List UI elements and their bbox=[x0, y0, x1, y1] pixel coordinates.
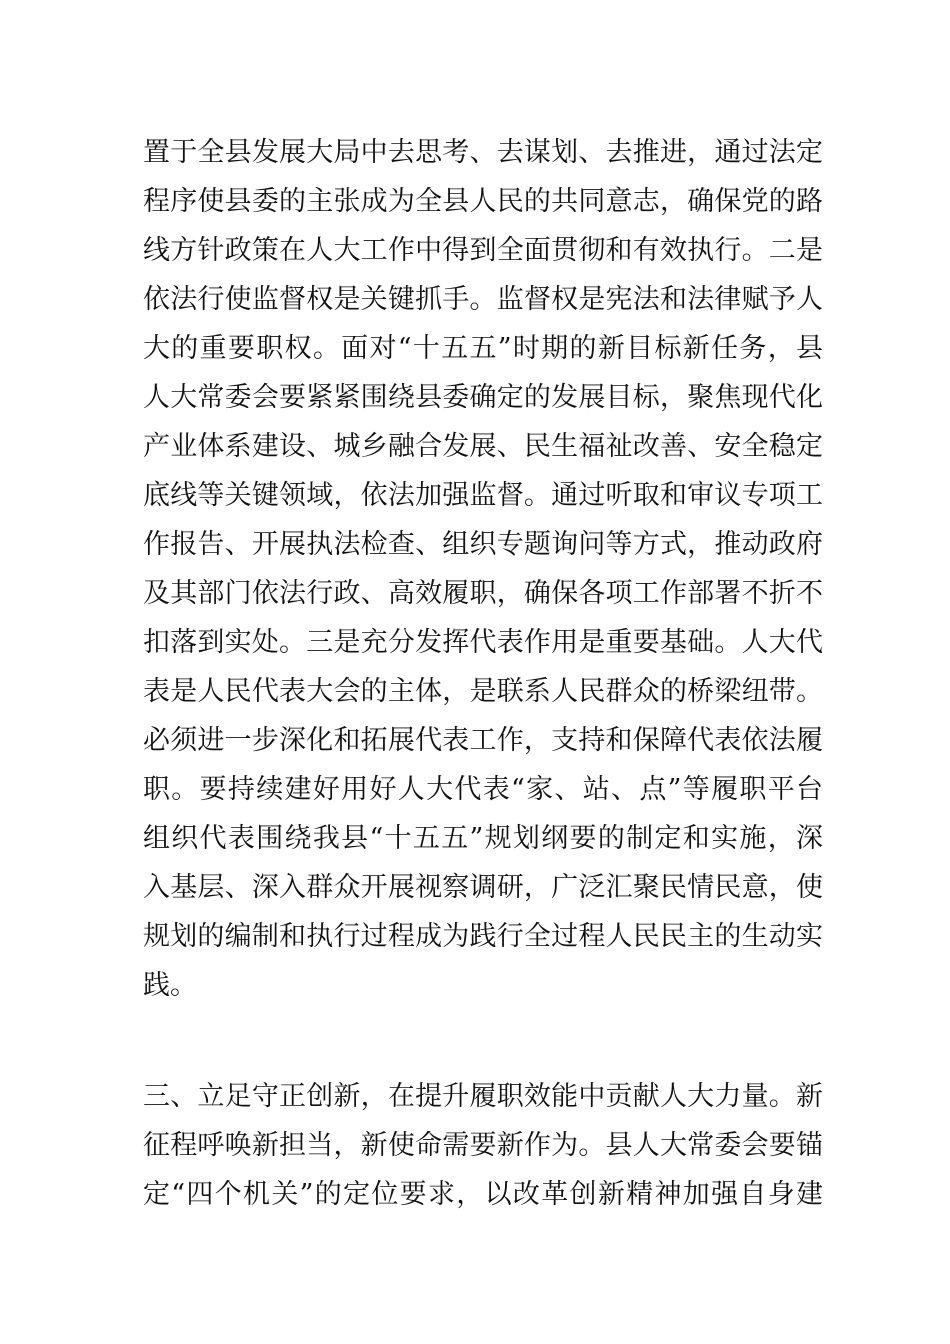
text-line: 作报告、开展执法检查、组织专题询问等方式，推动政府 bbox=[143, 529, 823, 560]
text-line: 定“四个机关”的定位要求，以改革创新精神加强自身建 bbox=[143, 1179, 823, 1210]
text-line: 底线等关键领域，依法加强监督。通过听取和审议专项工 bbox=[143, 480, 823, 511]
text-line: 入基层、深入群众开展视察调研，广泛汇聚民情民意，使 bbox=[143, 872, 823, 903]
text-line: 大的重要职权。面对“十五五”时期的新目标新任务，县 bbox=[143, 333, 823, 364]
text-line: 扣落到实处。三是充分发挥代表作用是重要基础。人大代 bbox=[143, 627, 823, 658]
section-three-paragraph bbox=[143, 1072, 823, 1219]
text-line: 职。要持续建好用好人大代表“家、站、点”等履职平台 bbox=[143, 774, 823, 805]
text-line: 程序使县委的主张成为全县人民的共同意志，确保党的路 bbox=[143, 186, 823, 217]
paragraph-body bbox=[143, 128, 823, 1010]
text-line: 组织代表围绕我县“十五五”规划纲要的制定和实施，深 bbox=[143, 823, 823, 854]
text-line: 必须进一步深化和拓展代表工作，支持和保障代表依法履 bbox=[143, 725, 823, 756]
text-line: 表是人民代表大会的主体，是联系人民群众的桥梁纽带。 bbox=[143, 676, 823, 707]
text-line: 依法行使监督权是关键抓手。监督权是宪法和法律赋予人 bbox=[143, 284, 823, 315]
text-line: 线方针政策在人大工作中得到全面贯彻和有效执行。二是 bbox=[143, 235, 823, 266]
text-line: 征程呼唤新担当，新使命需要新作为。县人大常委会要锚 bbox=[143, 1130, 823, 1161]
text-line: 人大常委会要紧紧围绕县委确定的发展目标，聚焦现代化 bbox=[143, 382, 823, 413]
text-line: 及其部门依法行政、高效履职，确保各项工作部署不折不 bbox=[143, 578, 823, 609]
text-line: 践。 bbox=[143, 970, 197, 1001]
text-line: 置于全县发展大局中去思考、去谋划、去推进，通过法定 bbox=[143, 137, 823, 168]
text-line: 产业体系建设、城乡融合发展、民生福祉改善、安全稳定 bbox=[143, 431, 823, 462]
text-line: 三、立足守正创新，在提升履职效能中贡献人大力量。新 bbox=[143, 1081, 823, 1112]
text-line: 规划的编制和执行过程成为践行全过程人民民主的生动实 bbox=[143, 921, 823, 952]
